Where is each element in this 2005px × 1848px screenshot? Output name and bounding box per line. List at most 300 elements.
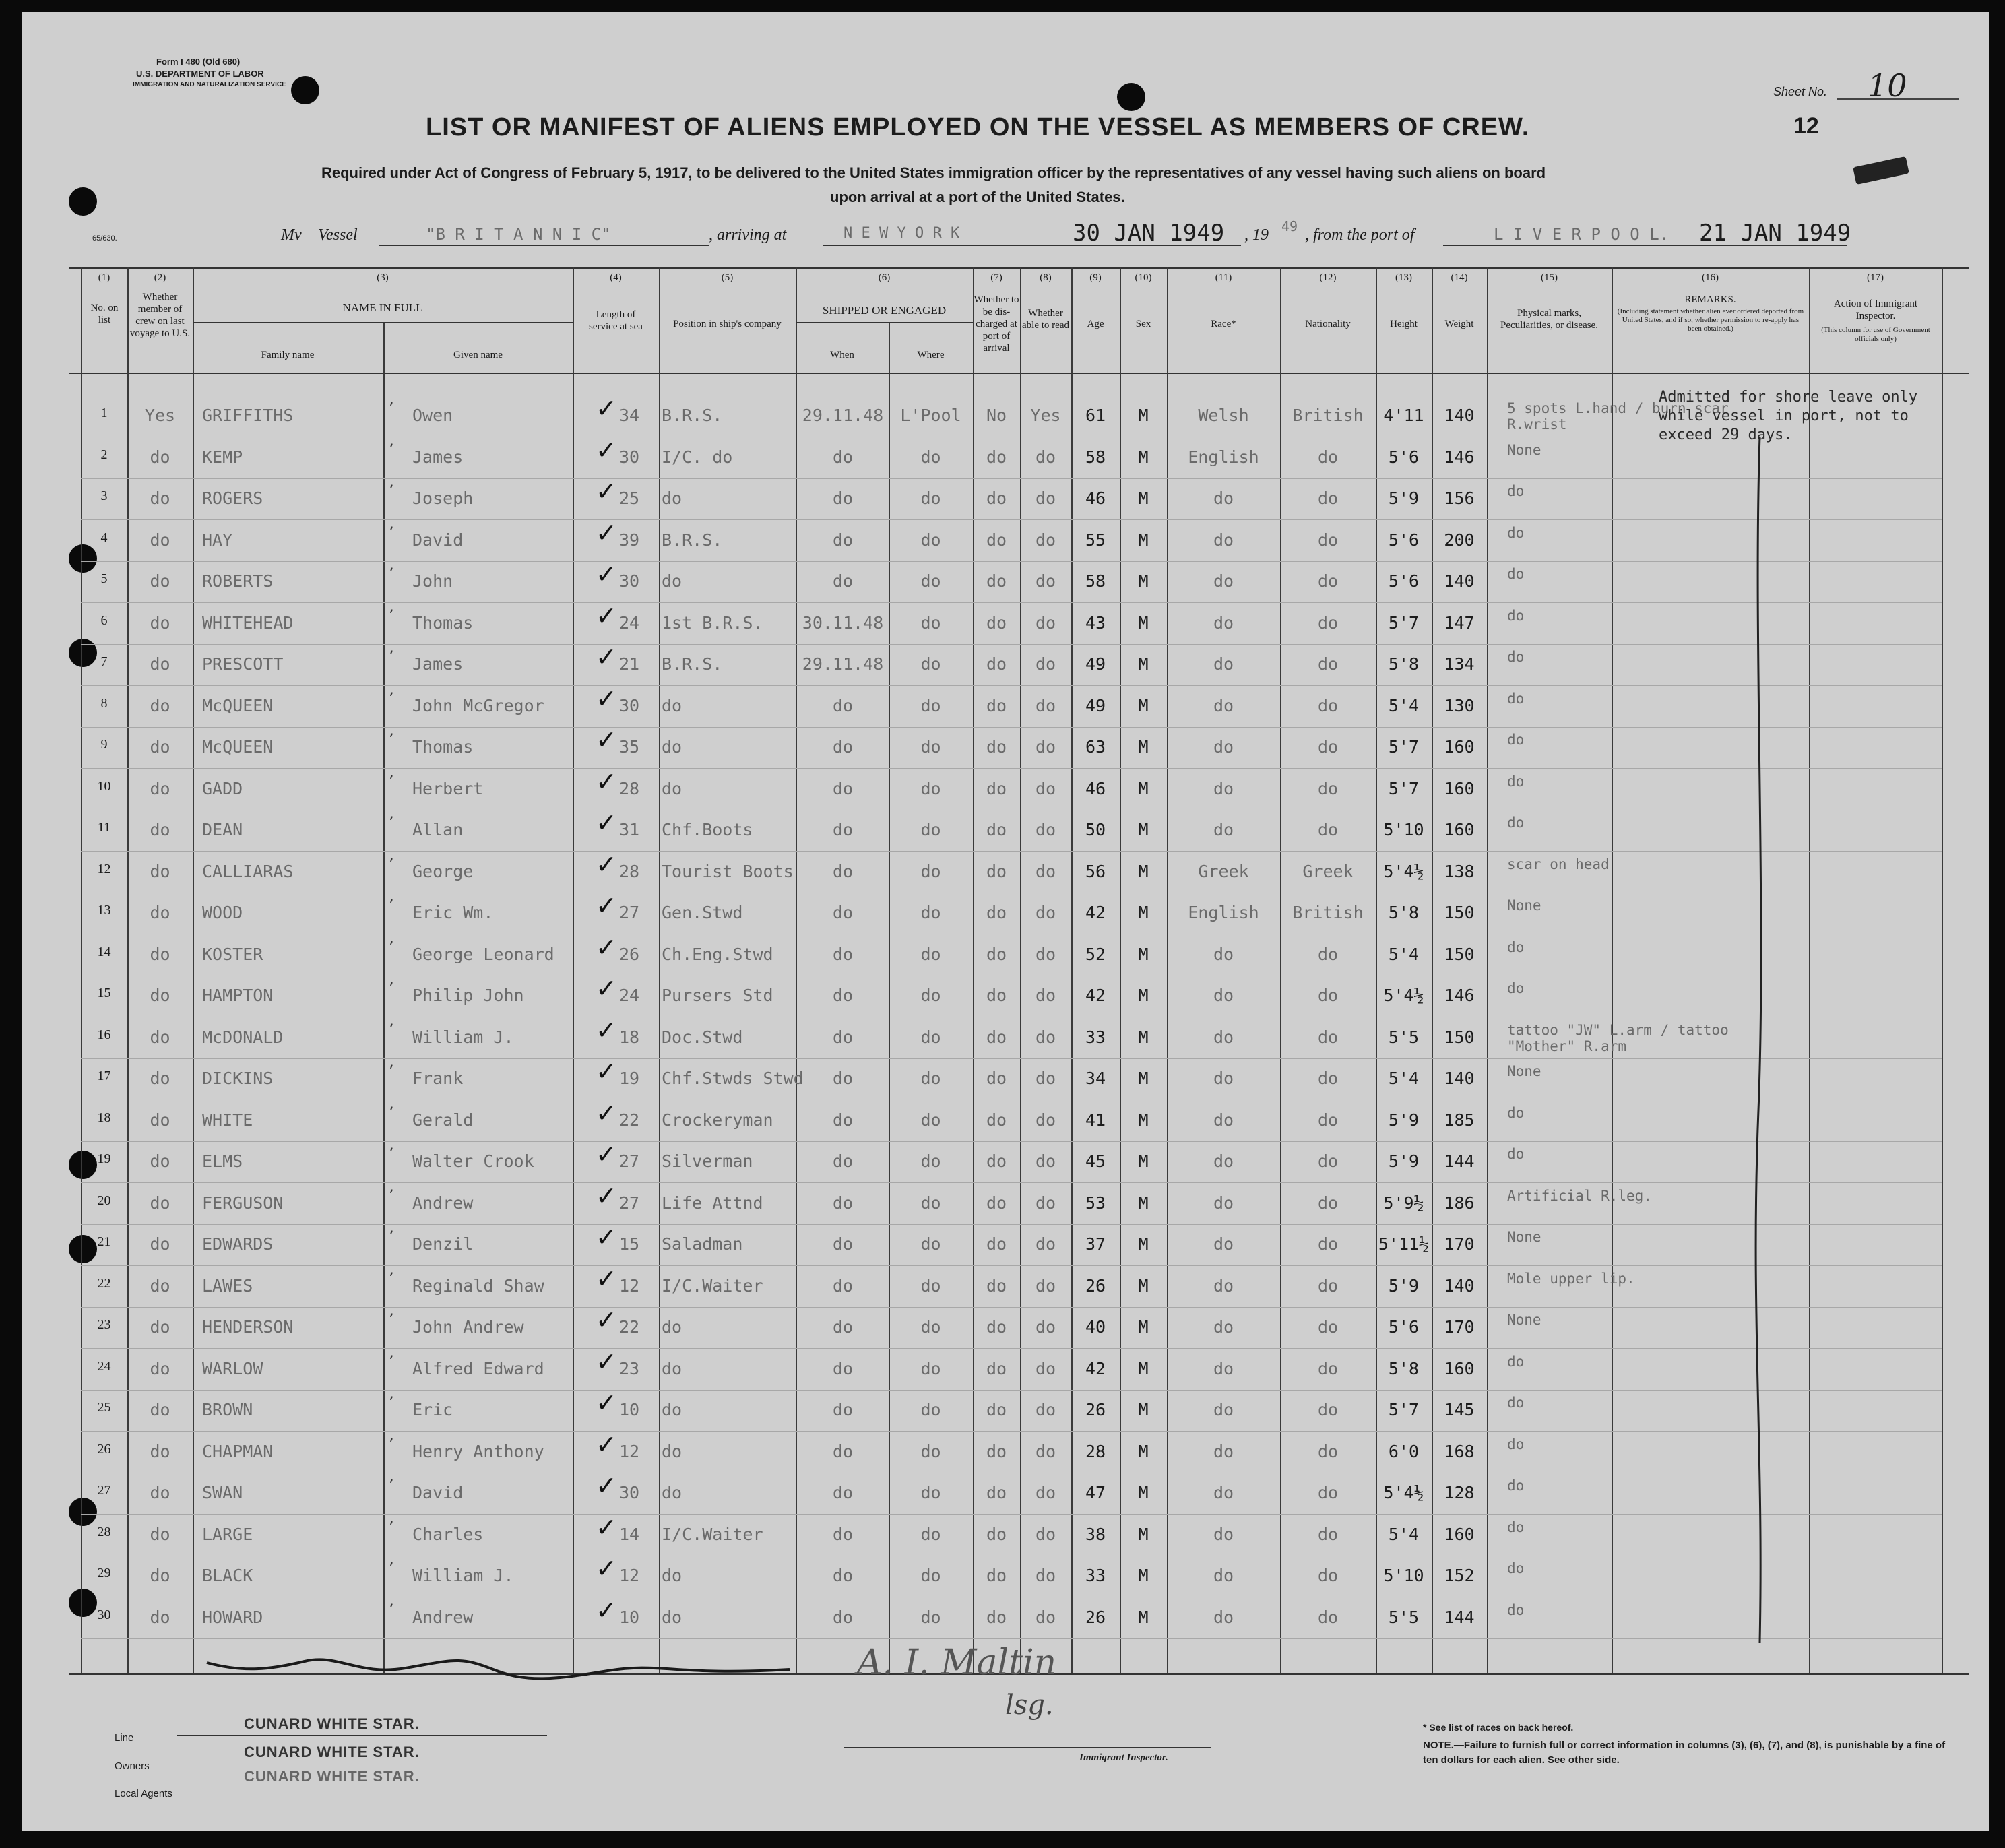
height: 5'10 [1383, 1566, 1424, 1585]
race: do [1213, 944, 1234, 964]
punch-hole [1117, 83, 1145, 111]
age: 63 [1085, 737, 1106, 757]
ink-scribble [1853, 156, 1909, 185]
shipped-when: do [832, 488, 854, 508]
crew-last-voyage: do [150, 571, 170, 591]
shipped-when: do [832, 1192, 854, 1213]
inspector-signature-line [844, 1747, 1211, 1748]
given-name: James [412, 654, 464, 674]
shipped-where: do [920, 571, 941, 591]
family-name: BLACK [202, 1566, 253, 1585]
name-check-mark: ’ [389, 1186, 394, 1205]
row-number: 11 [97, 820, 111, 835]
name-check-mark: ’ [389, 482, 394, 501]
line-value: CUNARD WHITE STAR. [244, 1715, 420, 1732]
weight: 147 [1444, 612, 1475, 633]
height: 5'10 [1383, 820, 1424, 839]
family-name: SWAN [202, 1483, 243, 1502]
department-name: U.S. DEPARTMENT OF LABOR [136, 69, 264, 79]
given-name: Thomas [412, 612, 474, 633]
sex: M [1138, 903, 1149, 922]
weight: 146 [1444, 986, 1475, 1005]
physical-marks: do [1507, 1104, 1525, 1121]
weight: 160 [1444, 1358, 1475, 1378]
nationality: do [1317, 1192, 1339, 1213]
service-check-mark: ✓ [596, 1512, 617, 1542]
row-number: 30 [97, 1607, 111, 1622]
name-check-mark: ’ [389, 1559, 394, 1578]
header-length-of-service: Length of service at sea [589, 309, 643, 332]
name-check-mark: ’ [389, 1476, 394, 1495]
crew-last-voyage: do [150, 1358, 170, 1378]
discharged: do [986, 1192, 1007, 1213]
shipped-where: do [920, 986, 941, 1005]
sheet-label: Sheet No. [1773, 85, 1828, 98]
position: do [662, 1400, 682, 1420]
position: do [662, 1317, 682, 1337]
age: 37 [1085, 1234, 1106, 1254]
age: 47 [1085, 1483, 1106, 1502]
header-age: Age [1087, 319, 1104, 329]
row-rule [81, 851, 1942, 852]
name-check-mark: ’ [389, 606, 394, 625]
given-name: Philip John [412, 986, 524, 1005]
discharged: do [986, 1110, 1007, 1130]
family-name: LAWES [202, 1275, 253, 1296]
column-number: (6) [878, 272, 891, 283]
race: do [1213, 1110, 1234, 1130]
height: 5'4½ [1383, 986, 1424, 1005]
service-check-mark: ✓ [596, 808, 617, 837]
row-rule [81, 1307, 1942, 1308]
discharged: do [986, 1275, 1007, 1296]
crew-last-voyage: do [150, 530, 170, 550]
shipped-when: do [832, 1027, 854, 1047]
race: English [1188, 903, 1259, 922]
service-check-mark: ✓ [596, 1222, 617, 1252]
height: 5'6 [1388, 571, 1420, 591]
name-check-mark: ’ [389, 440, 394, 459]
length-of-service: 23 [618, 1358, 640, 1378]
crew-last-voyage: do [150, 1566, 170, 1585]
shipped-where: do [920, 1151, 941, 1171]
row-number: 23 [97, 1317, 111, 1332]
service-check-mark: ✓ [596, 1056, 617, 1086]
column-number: (2) [154, 272, 166, 283]
position: Saladman [662, 1234, 743, 1254]
length-of-service: 10 [618, 1607, 640, 1627]
position: B.R.S. [662, 654, 723, 674]
row-number: 4 [100, 530, 108, 545]
race: do [1213, 488, 1234, 508]
physical-marks: do [1507, 690, 1525, 707]
length-of-service: 15 [618, 1234, 640, 1254]
name-check-mark: ’ [389, 1393, 394, 1412]
age: 42 [1085, 986, 1106, 1005]
shipped-when: do [832, 1566, 854, 1585]
position: Ch.Eng.Stwd [662, 944, 773, 964]
able-to-read: do [1035, 1400, 1056, 1420]
sex: M [1138, 944, 1149, 964]
height: 5'8 [1388, 654, 1420, 674]
header-where: Where [917, 350, 945, 360]
family-name: McQUEEN [202, 695, 274, 715]
year-label: , 19 [1244, 226, 1269, 244]
discharged: do [986, 903, 1007, 922]
shipped-where: do [920, 1275, 941, 1296]
family-name: McDONALD [202, 1027, 284, 1047]
from-port: L I V E R P O O L. [1494, 225, 1669, 244]
row-number: 29 [97, 1566, 111, 1581]
discharged: do [986, 1234, 1007, 1254]
vessel-name: "B R I T A N N I C" [426, 225, 611, 244]
service-check-mark: ✓ [596, 1097, 617, 1128]
service-name: IMMIGRATION AND NATURALIZATION SERVICE [133, 81, 286, 88]
given-name: David [412, 1483, 464, 1502]
service-check-mark: ✓ [596, 1429, 617, 1459]
physical-marks: do [1507, 773, 1525, 790]
length-of-service: 21 [618, 654, 640, 674]
age: 55 [1085, 530, 1106, 550]
age: 49 [1085, 695, 1106, 715]
physical-marks: do [1507, 1395, 1525, 1411]
header-bottom-border [69, 373, 1969, 374]
given-name: Walter Crook [412, 1151, 534, 1171]
shipped-subheader-line [796, 322, 973, 323]
shipped-when: do [832, 861, 854, 881]
header-discharged: Whether to be dis-charged at port of arrival [974, 294, 1019, 354]
sheet-underline [1837, 98, 1959, 100]
physical-marks: Mole upper lip. [1507, 1270, 1635, 1287]
crew-last-voyage: Yes [144, 406, 176, 425]
crew-last-voyage: do [150, 944, 170, 964]
able-to-read: do [1035, 530, 1056, 550]
shipped-where: do [920, 654, 941, 674]
name-check-mark: ’ [389, 1020, 394, 1040]
physical-marks: do [1507, 815, 1525, 831]
name-check-mark: ’ [389, 523, 394, 542]
nationality: do [1317, 571, 1339, 591]
name-check-mark: ’ [389, 1434, 394, 1454]
family-name: EDWARDS [202, 1234, 274, 1254]
shipped-where: do [920, 1192, 941, 1213]
given-name: Andrew [412, 1192, 474, 1213]
nationality: do [1317, 737, 1339, 757]
header-remarks: REMARKS. [1684, 294, 1736, 305]
age: 52 [1085, 944, 1106, 964]
given-name: George [412, 861, 474, 881]
column-number: (15) [1541, 272, 1558, 283]
age: 43 [1085, 612, 1106, 633]
given-name: Andrew [412, 1607, 474, 1627]
nationality: do [1317, 447, 1339, 467]
shipped-when: do [832, 986, 854, 1005]
family-name: DEAN [202, 820, 243, 839]
able-to-read: do [1035, 737, 1056, 757]
name-check-mark: ’ [389, 565, 394, 583]
crew-last-voyage: do [150, 1483, 170, 1502]
discharged: do [986, 530, 1007, 550]
discharged: do [986, 1441, 1007, 1461]
height: 5'9½ [1383, 1192, 1424, 1213]
arriving-label: , arriving at [709, 226, 787, 244]
shipped-when: do [832, 1483, 854, 1502]
physical-marks: Artificial R.leg. [1507, 1187, 1652, 1204]
name-check-mark: ’ [389, 1062, 394, 1081]
row-rule [81, 1182, 1942, 1183]
row-number: 18 [97, 1110, 111, 1125]
service-check-mark: ✓ [596, 1346, 617, 1376]
position: Tourist Boots [662, 861, 794, 881]
row-rule [81, 1058, 1942, 1059]
race: do [1213, 612, 1234, 633]
height: 5'4 [1388, 944, 1420, 964]
length-of-service: 12 [618, 1441, 640, 1461]
able-to-read: do [1035, 1234, 1056, 1254]
length-of-service: 31 [618, 820, 640, 839]
race: do [1213, 737, 1234, 757]
shipped-where: do [920, 447, 941, 467]
crew-last-voyage: do [150, 1151, 170, 1171]
length-of-service: 35 [618, 737, 640, 757]
inspector-signature: A. I. Maltin [857, 1643, 1057, 1683]
length-of-service: 28 [618, 861, 640, 881]
column-number: (10) [1135, 272, 1152, 283]
name-check-mark: ’ [389, 937, 394, 957]
subtitle-line-2: upon arrival at a port of the United States. [830, 189, 1125, 205]
row-rule [81, 644, 1942, 645]
header-sex: Sex [1135, 319, 1151, 329]
shipped-where: do [920, 778, 941, 798]
discharged: do [986, 1524, 1007, 1544]
weight: 140 [1444, 1275, 1475, 1296]
race: do [1213, 695, 1234, 715]
discharged: do [986, 986, 1007, 1005]
row-number: 16 [97, 1027, 111, 1042]
row-rule [81, 1348, 1942, 1349]
name-check-mark: ’ [389, 689, 394, 708]
row-number: 22 [97, 1275, 111, 1291]
race: do [1213, 571, 1234, 591]
weight: 130 [1444, 695, 1475, 715]
crew-last-voyage: do [150, 654, 170, 674]
age: 33 [1085, 1027, 1106, 1047]
crew-last-voyage: do [150, 1317, 170, 1337]
weight: 145 [1444, 1400, 1475, 1420]
age: 33 [1085, 1566, 1106, 1585]
header-inspector-note: (This column for use of Government officials only) [1821, 326, 1930, 343]
name-check-mark: ’ [389, 1600, 394, 1620]
height: 5'6 [1388, 1317, 1420, 1337]
row-rule [81, 1224, 1942, 1225]
row-number: 12 [97, 861, 111, 877]
punch-hole [69, 544, 97, 573]
discharged: do [986, 820, 1007, 839]
name-subheader-line [193, 322, 573, 323]
height: 5'6 [1388, 530, 1420, 550]
discharged: do [986, 1358, 1007, 1378]
physical-marks: do [1507, 1601, 1525, 1618]
shipped-where: do [920, 1441, 941, 1461]
departure-date-stamp: 21 JAN 1949 [1699, 220, 1851, 247]
weight: 160 [1444, 778, 1475, 798]
shipped-where: do [920, 861, 941, 881]
family-name: CALLIARAS [202, 861, 294, 881]
given-name: Reginald Shaw [412, 1275, 544, 1296]
column-number: (11) [1215, 272, 1232, 283]
able-to-read: do [1035, 861, 1056, 881]
given-name: James [412, 447, 464, 467]
shipped-when: do [832, 1275, 854, 1296]
sex: M [1138, 695, 1149, 715]
row-number: 5 [100, 571, 108, 586]
discharged: do [986, 571, 1007, 591]
sex: M [1138, 530, 1149, 550]
height: 5'8 [1388, 903, 1420, 922]
position: do [662, 488, 682, 508]
age: 58 [1085, 571, 1106, 591]
row-number: 24 [97, 1358, 111, 1374]
age: 46 [1085, 488, 1106, 508]
length-of-service: 22 [618, 1110, 640, 1130]
race: do [1213, 1234, 1234, 1254]
physical-marks: None [1507, 1312, 1541, 1328]
physical-marks: None [1507, 897, 1541, 914]
sex: M [1138, 447, 1149, 467]
family-name: ROBERTS [202, 571, 274, 591]
crew-last-voyage: do [150, 778, 170, 798]
shipped-when: do [832, 944, 854, 964]
given-name: Denzil [412, 1234, 474, 1254]
race: English [1188, 447, 1259, 467]
shipped-when: do [832, 1400, 854, 1420]
able-to-read: do [1035, 1151, 1056, 1171]
crew-last-voyage: do [150, 1110, 170, 1130]
shipped-where: do [920, 1234, 941, 1254]
length-of-service: 12 [618, 1275, 640, 1296]
weight: 160 [1444, 737, 1475, 757]
column-number: (7) [990, 272, 1002, 283]
able-to-read: do [1035, 986, 1056, 1005]
service-check-mark: ✓ [596, 476, 617, 506]
family-name: PRESCOTT [202, 654, 284, 674]
crew-last-voyage: do [150, 737, 170, 757]
length-of-service: 34 [618, 406, 640, 425]
row-rule [81, 1638, 1942, 1639]
service-check-mark: ✓ [596, 600, 617, 631]
position: Chf.Boots [662, 820, 753, 839]
family-name: CHAPMAN [202, 1441, 274, 1461]
height: 5'7 [1388, 1400, 1420, 1420]
race: do [1213, 1317, 1234, 1337]
nationality: do [1317, 612, 1339, 633]
row-number: 27 [97, 1483, 111, 1498]
given-name: John Andrew [412, 1317, 524, 1337]
service-check-mark: ✓ [596, 1180, 617, 1211]
weight: 144 [1444, 1151, 1475, 1171]
shipped-when: do [832, 1151, 854, 1171]
given-name: David [412, 530, 464, 550]
row-number: 7 [100, 654, 108, 669]
position: Gen.Stwd [662, 903, 743, 922]
length-of-service: 30 [618, 1483, 640, 1502]
crew-last-voyage: do [150, 903, 170, 922]
given-name: Eric [412, 1400, 453, 1420]
sex: M [1138, 861, 1149, 881]
length-of-service: 22 [618, 1317, 640, 1337]
race: do [1213, 986, 1234, 1005]
column-number: (4) [610, 272, 622, 283]
family-name: FERGUSON [202, 1192, 284, 1213]
given-name: Owen [412, 406, 453, 425]
shipped-when: do [832, 820, 854, 839]
arrival-date-stamp: 30 JAN 1949 [1073, 220, 1225, 247]
race: do [1213, 1607, 1234, 1627]
age: 49 [1085, 654, 1106, 674]
sex: M [1138, 1234, 1149, 1254]
shipped-where: do [920, 1400, 941, 1420]
length-of-service: 24 [618, 612, 640, 633]
shipped-when: do [832, 447, 854, 467]
header-position: Position in ship's company [673, 319, 782, 329]
family-name: KEMP [202, 447, 243, 467]
able-to-read: do [1035, 1566, 1056, 1585]
service-check-mark: ✓ [596, 1139, 617, 1169]
nationality: do [1317, 820, 1339, 839]
height: 5'6 [1388, 447, 1420, 467]
able-to-read: do [1035, 1027, 1056, 1047]
shipped-where: do [920, 488, 941, 508]
crew-last-voyage: do [150, 695, 170, 715]
shipped-where: do [920, 944, 941, 964]
header-when: When [830, 350, 854, 360]
able-to-read: do [1035, 1275, 1056, 1296]
service-check-mark: ✓ [596, 1554, 617, 1583]
local-agents-label: Local Agents [115, 1788, 172, 1799]
age: 28 [1085, 1441, 1106, 1461]
shipped-when: do [832, 1110, 854, 1130]
race: do [1213, 530, 1234, 550]
race: do [1213, 654, 1234, 674]
race: do [1213, 1400, 1234, 1420]
service-check-mark: ✓ [596, 1388, 617, 1417]
family-name: DICKINS [202, 1069, 274, 1088]
sex: M [1138, 986, 1149, 1005]
shipped-when: do [832, 530, 854, 550]
able-to-read: do [1035, 778, 1056, 798]
sex: M [1138, 1607, 1149, 1627]
given-name: Joseph [412, 488, 474, 508]
weight: 156 [1444, 488, 1475, 508]
row-number: 1 [100, 406, 108, 420]
column-number: (14) [1451, 272, 1468, 283]
name-check-mark: ’ [389, 399, 394, 418]
position: 1st B.R.S. [662, 612, 763, 633]
length-of-service: 27 [618, 1151, 640, 1171]
family-name: KOSTER [202, 944, 263, 964]
crew-last-voyage: do [150, 820, 170, 839]
race: do [1213, 1151, 1234, 1171]
able-to-read: do [1035, 654, 1056, 674]
row-rule [81, 727, 1942, 728]
nationality: do [1317, 1358, 1339, 1378]
name-check-mark: ’ [389, 771, 394, 791]
race: do [1213, 1524, 1234, 1544]
physical-marks: do [1507, 1560, 1525, 1576]
position: B.R.S. [662, 406, 723, 425]
header-height: Height [1390, 319, 1418, 329]
service-check-mark: ✓ [596, 932, 617, 962]
